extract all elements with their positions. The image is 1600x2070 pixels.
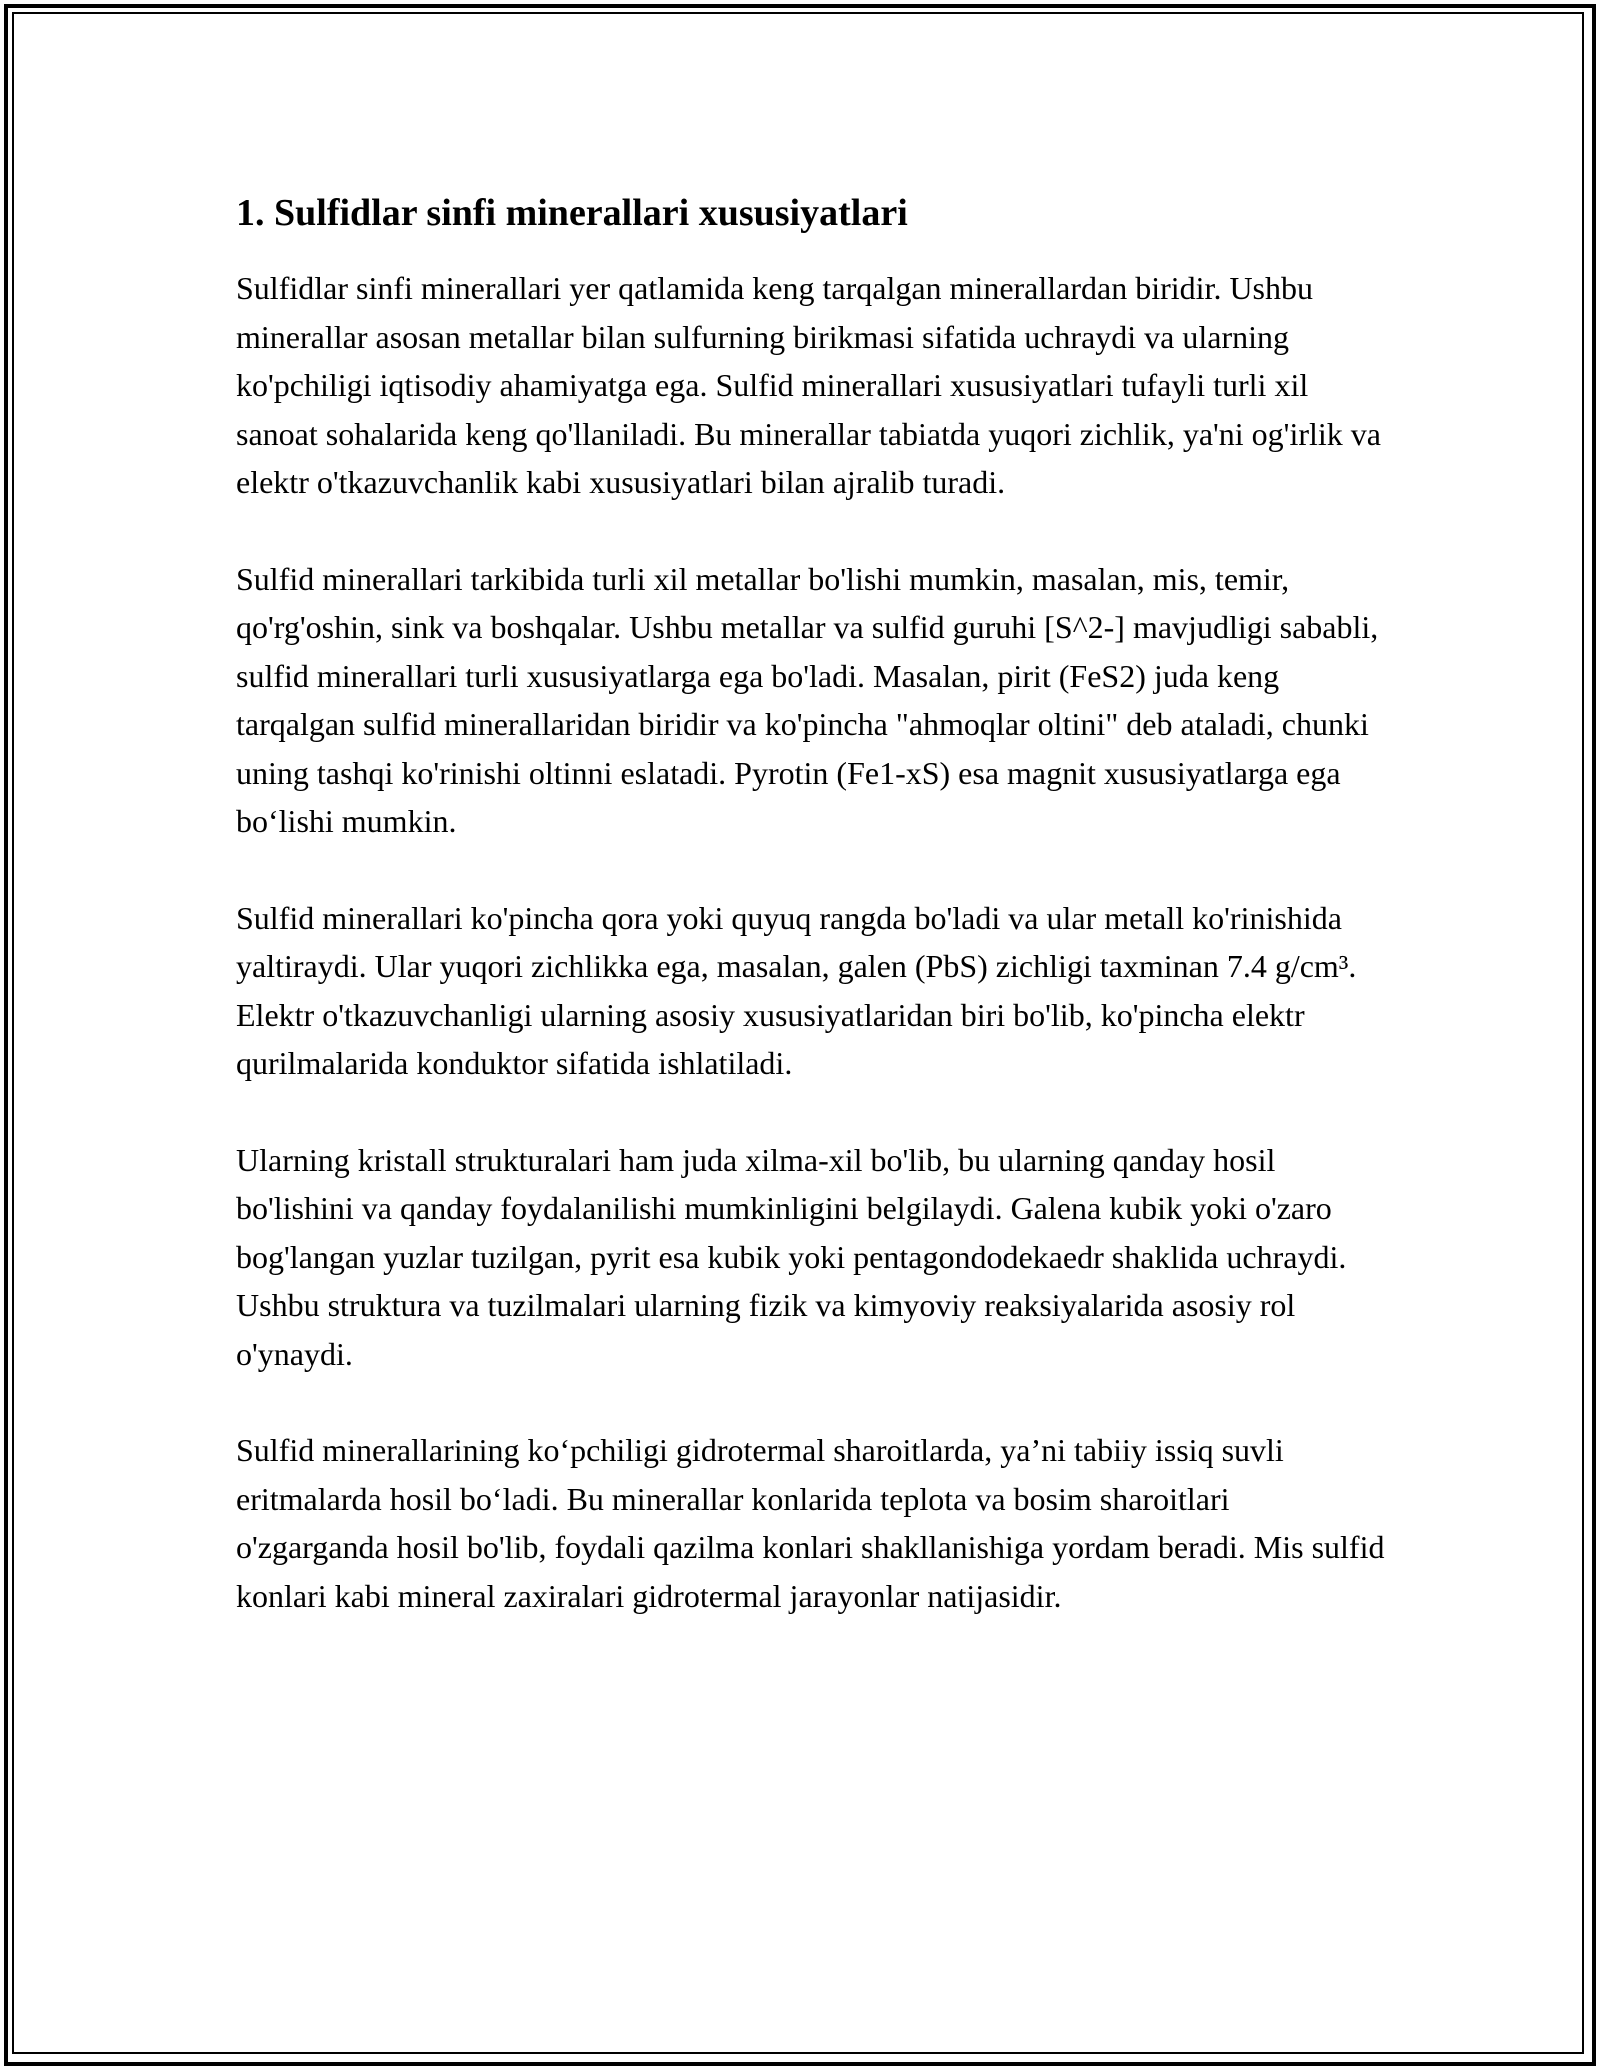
paragraph-3: Sulfid minerallari ko'pincha qora yoki quyuq rangda bo'ladi va ular metall ko'rinishida yaltiraydi. Ular yuqori zichlikka ega, masalan, galen (PbS) zichligi taxminan 7.4 g/cm³. Elektr o'tkazuvchanligi ularning asosiy xususiyatlaridan biri bo'lib, ko'pincha elektr qurilmalarida konduktor sifatida ishlatiladi. [236,899,1357,1081]
paragraph-1: Sulfidlar sinfi minerallari yer qatlamida keng tarqalgan minerallardan biridir. Ushbu minerallar asosan metallar bilan sulfurning birikmasi sifatida uchraydi va ularning ko'pchiligi iqtisodiy ahamiyatga ega. Sulfid minerallari xususiyatlari tufayli turli xil sanoat sohalarida keng qo'llaniladi. Bu minerallar tabiatda yuqori zichlik, ya'ni og'irlik va elektr o'tkazuvchanlik kabi xususiyatlari bilan ajralib turadi. [236,270,1381,500]
paragraph-5: Sulfid minerallarining ko‘pchiligi gidrotermal sharoitlarda, ya’ni tabiiy issiq suvli eritmalarda hosil bo‘ladi. Bu minerallar konlarida teplota va bosim sharoitlari o'zgarganda hosil bo'lib, foydali qazilma konlari shakllanishiga yordam beradi. Mis sulfid konlari kabi mineral zaxiralari gidrotermal jarayonlar natijasidir. [236,1432,1385,1614]
paragraph-2: Sulfid minerallari tarkibida turli xil metallar bo'lishi mumkin, masalan, mis, temir, qo'rg'oshin, sink va boshqalar. Ushbu metallar va sulfid guruhi [S^2-] mavjudligi sababli, sulfid minerallari turli xususiyatlarga ega bo'ladi. Masalan, pirit (FeS2) juda keng tarqalgan sulfid minerallaridan biridir va ko'pincha "ahmoqlar oltini" deb ataladi, chunki uning tashqi ko'rinishi oltinni eslatadi. Pyrotin (Fe1-xS) esa magnit xususiyatlarga ega bo‘lishi mumkin. [236,560,1379,839]
paragraph-4: Ularning kristall strukturalari ham juda xilma-xil bo'lib, bu ularning qanday hosil bo'lishini va qanday foydalanilishi mumkinligini belgilaydi. Galena kubik yoki o'zaro bog'langan yuzlar tuzilgan, pyrit esa kubik yoki pentagondodekaedr shaklida uchraydi. Ushbu struktura va tuzilmalari ularning fizik va kimyoviy reaksiyalarida asosiy rol o'ynaydi. [236,1141,1347,1372]
document-body [236,186,1386,1668]
section-heading: 1. Sulfidlar sinfi minerallari xususiyatlari [236,192,908,234]
